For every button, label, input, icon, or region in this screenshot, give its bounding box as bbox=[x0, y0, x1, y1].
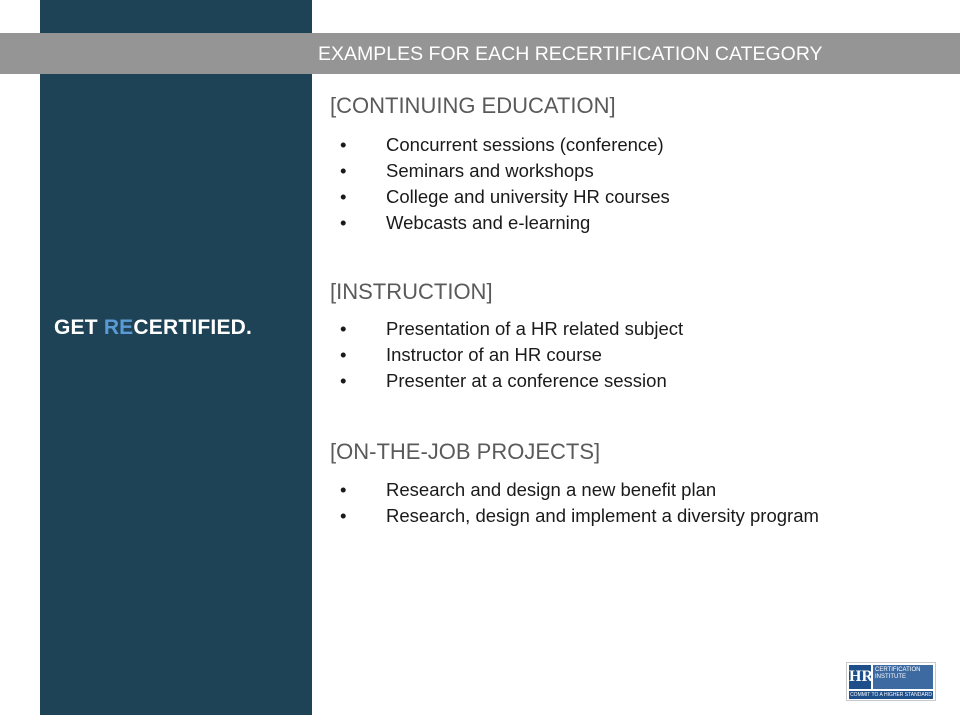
list-continuing-education bbox=[330, 132, 890, 236]
tagline-part1: GET bbox=[54, 316, 104, 339]
list-item-text: Research, design and implement a diversity program bbox=[386, 505, 819, 526]
bullet: • bbox=[340, 160, 347, 181]
list-instruction bbox=[330, 316, 890, 394]
bullet: • bbox=[340, 134, 347, 155]
list-item-text: Seminars and workshops bbox=[386, 160, 594, 181]
header-title: EXAMPLES FOR EACH RECERTIFICATION CATEGORY bbox=[318, 43, 823, 65]
list-item bbox=[330, 477, 850, 503]
logo-wordmark bbox=[873, 665, 933, 689]
list-item bbox=[330, 342, 890, 368]
list-item bbox=[330, 158, 890, 184]
logo-mark: HR bbox=[849, 665, 871, 689]
list-item bbox=[330, 210, 890, 236]
tagline bbox=[54, 316, 314, 340]
sidebar-panel bbox=[40, 0, 312, 715]
bullet: • bbox=[340, 186, 347, 207]
list-item-text: Concurrent sessions (conference) bbox=[386, 134, 664, 155]
bullet: • bbox=[340, 370, 347, 391]
logo-line2: INSTITUTE bbox=[875, 674, 906, 680]
list-item-text: Presenter at a conference session bbox=[386, 370, 667, 391]
list-item bbox=[330, 132, 890, 158]
bullet: • bbox=[340, 479, 347, 500]
list-on-the-job-projects bbox=[330, 477, 850, 529]
bullet: • bbox=[340, 212, 347, 233]
section-title-on-the-job-projects: [ON-THE-JOB PROJECTS] bbox=[330, 439, 601, 464]
logo-tagline: COMMIT TO A HIGHER STANDARD bbox=[850, 692, 932, 698]
section-title-continuing-education: [CONTINUING EDUCATION] bbox=[330, 93, 616, 118]
tagline-accent: RE bbox=[103, 316, 134, 339]
list-item bbox=[330, 368, 890, 394]
list-item-text: Webcasts and e-learning bbox=[386, 212, 591, 233]
list-item-text: Research and design a new benefit plan bbox=[386, 479, 717, 500]
section-title-instruction: [INSTRUCTION] bbox=[330, 279, 493, 304]
list-item bbox=[330, 184, 890, 210]
tagline-part2: CERTIFIED. bbox=[133, 316, 253, 339]
list-item-text: College and university HR courses bbox=[386, 186, 670, 207]
logo-line1: CERTIFICATION bbox=[875, 667, 921, 673]
list-item bbox=[330, 316, 890, 342]
hr-certification-institute-logo bbox=[846, 662, 936, 701]
bullet: • bbox=[340, 318, 347, 339]
list-item bbox=[330, 503, 850, 529]
bullet: • bbox=[340, 344, 347, 365]
bullet: • bbox=[340, 505, 347, 526]
list-item-text: Presentation of a HR related subject bbox=[386, 318, 684, 339]
list-item-text: Instructor of an HR course bbox=[386, 344, 602, 365]
